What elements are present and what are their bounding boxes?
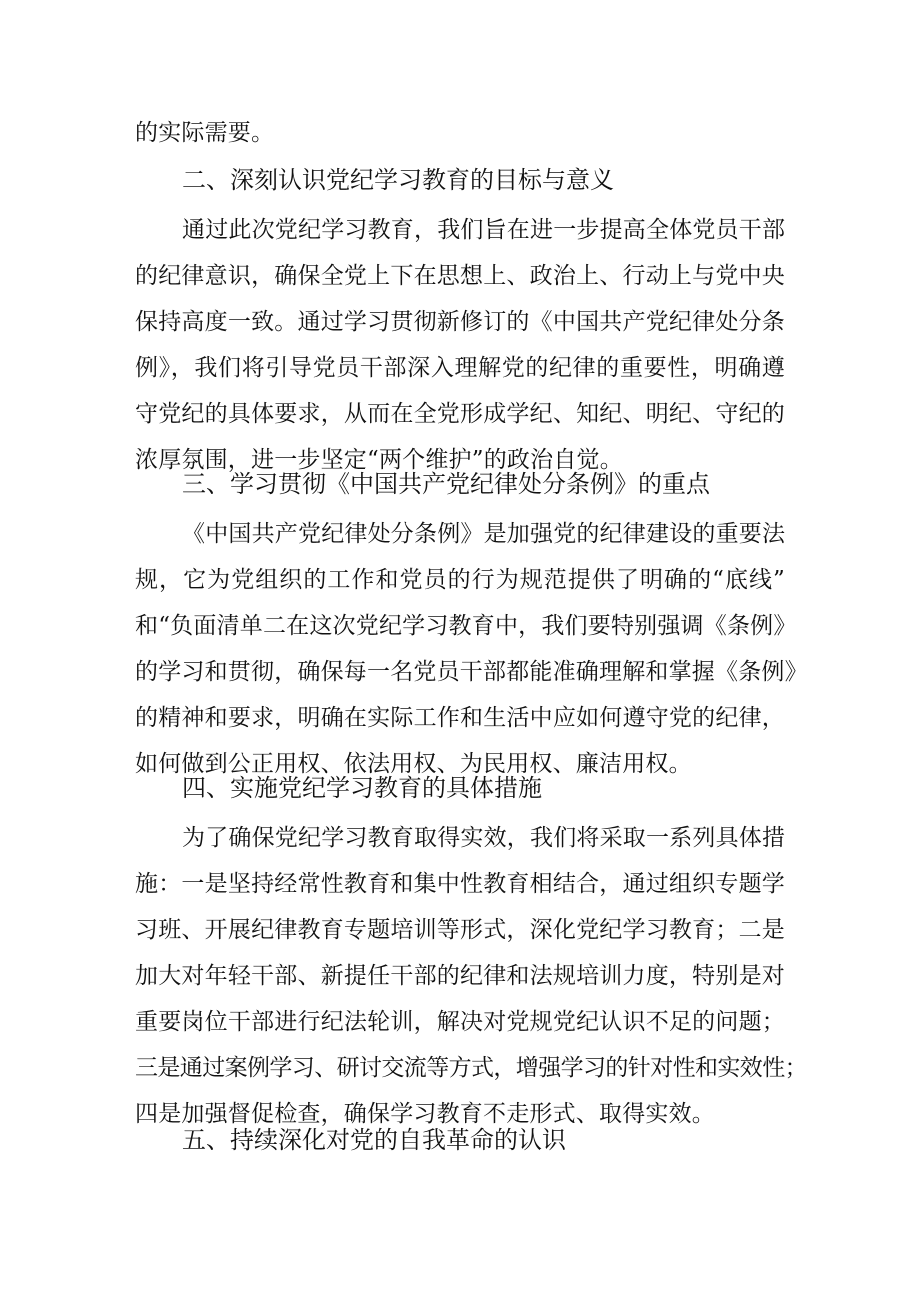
paragraph-line: 如何做到公正用权、依法用权、为民用权、廉洁用权。 bbox=[135, 751, 692, 777]
paragraph-line: 《中国共产党纪律处分条例》是加强党的纪律建设的重要法 bbox=[182, 521, 786, 547]
section-heading-2: 二、深刻认识党纪学习教育的目标与意义 bbox=[182, 166, 614, 194]
section-heading-5: 五、持续深化对党的自我革命的认识 bbox=[182, 1126, 566, 1154]
paragraph-line: 的学习和贯彻，确保每一名党员干部都能准确理解和掌握《条例》 bbox=[135, 659, 808, 685]
paragraph-line: 的实际需要。 bbox=[135, 120, 275, 146]
section-heading-4: 四、实施党纪学习教育的具体措施 bbox=[182, 774, 542, 802]
paragraph-line: 例》，我们将引导党员干部深入理解党的纪律的重要性，明确遵 bbox=[135, 355, 785, 381]
paragraph-line: 的纪律意识，确保全党上下在思想上、政治上、行动上与党中央 bbox=[135, 263, 785, 289]
paragraph-line: 通过此次党纪学习教育，我们旨在进一步提高全体党员干部 bbox=[182, 217, 786, 243]
paragraph-line: 加大对年轻干部、新提任干部的纪律和法规培训力度，特别是对 bbox=[135, 963, 785, 989]
paragraph-line: 施：一是坚持经常性教育和集中性教育相结合，通过组织专题学 bbox=[135, 871, 785, 897]
section-heading-3: 三、学习贯彻《中国共产党纪律处分条例》的重点 bbox=[182, 470, 710, 498]
paragraph-line: 和“负面清单二在这次党纪学习教育中，我们要特别强调《条例》 bbox=[135, 613, 797, 639]
paragraph-line: 浓厚氛围，进一步坚定“两个维护”的政治自觉。 bbox=[135, 447, 623, 473]
paragraph-line: 守党纪的具体要求，从而在全党形成学纪、知纪、明纪、守纪的 bbox=[135, 401, 785, 427]
paragraph-line: 习班、开展纪律教育专题培训等形式，深化党纪学习教育；二是 bbox=[135, 917, 785, 943]
paragraph-line: 为了确保党纪学习教育取得实效，我们将采取一系列具体措 bbox=[182, 825, 786, 851]
paragraph-line: 的精神和要求，明确在实际工作和生活中应如何遵守党的纪律， bbox=[135, 705, 785, 731]
paragraph-line: 保持高度一致。通过学习贯彻新修订的《中国共产党纪律处分条 bbox=[135, 309, 785, 335]
paragraph-line: 重要岗位干部进行纪法轮训，解决对党规党纪认识不足的问题； bbox=[135, 1009, 785, 1035]
paragraph-line: 四是加强督促检查，确保学习教育不走形式、取得实效。 bbox=[135, 1101, 715, 1127]
paragraph-line: 三是通过案例学习、研讨交流等方式，增强学习的针对性和实效性； bbox=[135, 1055, 808, 1081]
paragraph-line: 规，它为党组织的工作和党员的行为规范提供了明确的“底线” bbox=[135, 567, 785, 593]
